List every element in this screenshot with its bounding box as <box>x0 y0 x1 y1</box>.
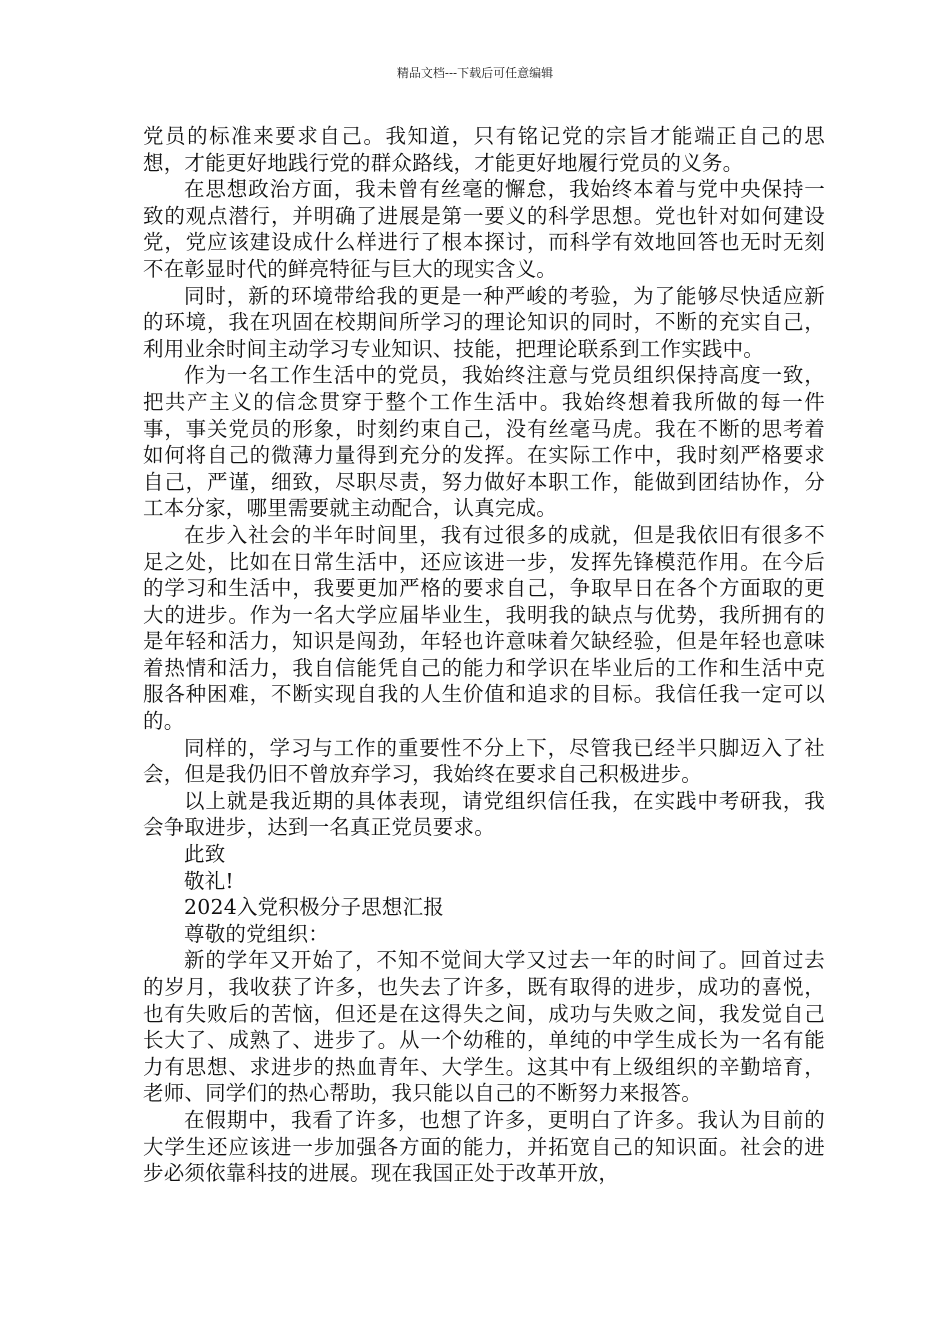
closing-line-cizhi: 此致 <box>184 842 226 867</box>
paragraph-1: 党员的标准来要求自己。我知道，只有铭记党的宗旨才能端正自己的思想，才能更好地践行党的群众路线，才能更好地履行党员的义务。 <box>143 124 825 175</box>
paragraph-8: 新的学年又开始了，不知不觉间大学又过去一年的时间了。回首过去的岁月，我收获了许多，也失去了许多，既有取得的进步，成功的喜悦，也有失败后的苦恼，但还是在这得失之间，成功与失败之间，我发觉自己长大了、成熟了、进步了。从一个幼稚的，单纯的中学生成长为一名有能力有思想、求进步的热血青年、大学生。这其中有上级组织的辛勤培育，老师、同学们的热心帮助，我只能以自己的不断努力来报答。 <box>143 948 825 1106</box>
paragraph-5: 在步入社会的半年时间里，我有过很多的成就，但是我依旧有很多不足之处，比如在日常生活中，还应该进一步，发挥先锋模范作用。在今后的学习和生活中，我要更加严格的要求自己，争取早日在各个方面取的更大的进步。作为一名大学应届毕业生，我明我的缺点与优势，我所拥有的是年轻和活力，知识是闯劲，年轻也许意味着欠缺经验，但是年轻也意味着热情和活力，我自信能凭自己的能力和学识在毕业后的工作和生活中克服各种困难，不断实现自我的人生价值和追求的目标。我信任我一定可以的。 <box>143 522 825 734</box>
salutation: 尊敬的党组织： <box>184 921 329 946</box>
paragraph-3: 同时，新的环境带给我的更是一种严峻的考验，为了能够尽快适应新的环境，我在巩固在校期间所学习的理论知识的同时，不断的充实自己，利用业余时间主动学习专业知识、技能，把理论联系到工作实践中。 <box>143 283 825 361</box>
document-body <box>143 123 825 1187</box>
paragraph-2: 在思想政治方面，我未曾有丝毫的懈怠，我始终本着与党中央保持一致的观点潜行，并明确了进展是第一要义的科学思想。党也针对如何建设党，党应该建设成什么样进行了根本探讨，而科学有效地回答也无时无刻不在彰显时代的鲜亮特征与巨大的现实含义。 <box>143 177 825 281</box>
paragraph-7: 以上就是我近期的具体表现，请党组织信任我，在实践中考研我，我会争取进步，达到一名真正党员要求。 <box>143 788 825 840</box>
paragraph-9: 在假期中，我看了许多，也想了许多，更明白了许多。我认为目前的大学生还应该进一步加强各方面的能力，并拓宽自己的知识面。社会的进步必须依靠科技的进展。现在我国正处于改革开放， <box>143 1107 825 1186</box>
paragraph-4: 作为一名工作生活中的党员，我始终注意与党员组织保持高度一致，把共产主义的信念贯穿于整个工作生活中。我始终想着我所做的每一件事，事关党员的形象，时刻约束自己，没有丝毫马虎。我在不断的思考着如何将自己的微薄力量得到充分的发挥。在实际工作中，我时刻严格要求自己，严谨，细致，尽职尽责，努力做好本职工作，能做到团结协作，分工本分家，哪里需要就主动配合，认真完成。 <box>143 363 825 521</box>
page-header: 精品文档---下载后可任意编辑 <box>396 66 554 80</box>
paragraph-6: 同样的，学习与工作的重要性不分上下，尽管我已经半只脚迈入了社会，但是我仍旧不曾放弃学习，我始终在要求自己积极进步。 <box>143 735 825 787</box>
closing-line-jingli: 敬礼! <box>184 868 234 893</box>
section-title: 2024入党积极分子思想汇报 <box>184 895 444 920</box>
